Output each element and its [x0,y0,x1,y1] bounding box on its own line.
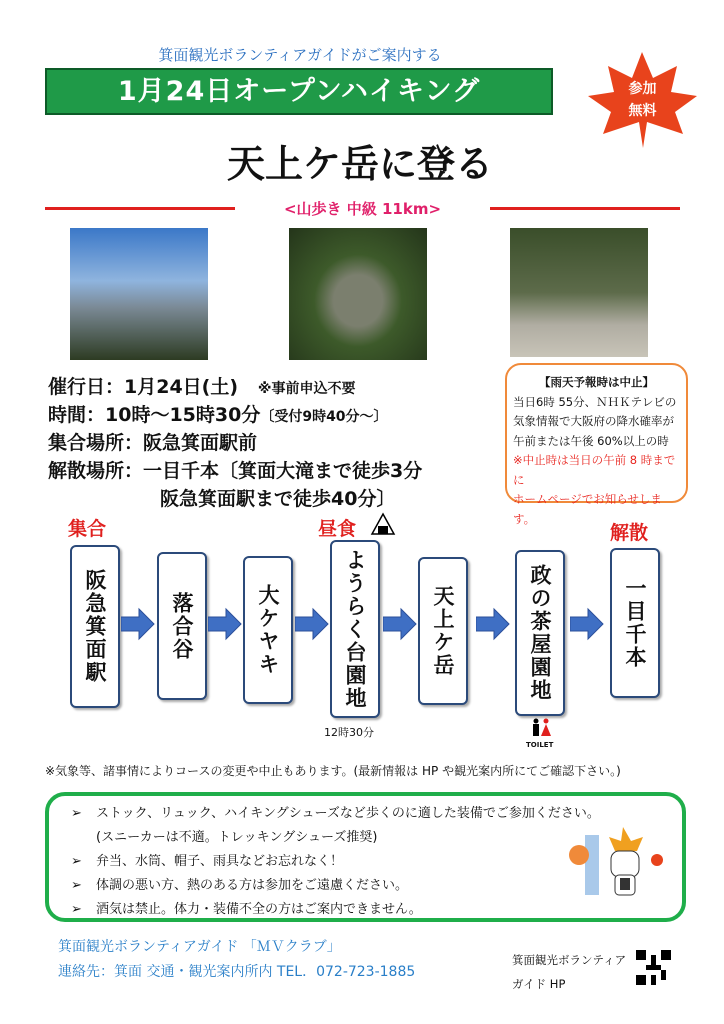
label-start: 集合 [68,518,107,540]
organization-name: 箕面観光ボランティアガイド 「ＭＶクラブ」 [58,939,341,955]
organizer-subtitle: 箕面観光ボランティアガイドがご案内する [158,46,442,64]
rain-notice [505,363,688,526]
onigiri-icon [370,512,396,536]
route-stop: 大ケヤキ [243,556,293,704]
label-lunch: 昼食 [318,518,357,540]
event-banner: 1月24日オープンハイキング [45,68,553,115]
time-note: 〔受付9時40分～〕 [260,409,388,425]
tip-item: (スニーカーは不適。トレッキングシューズ推奨) [96,830,378,845]
hp-label: 箕面観光ボランティア [512,953,627,967]
route-stop: 阪急箕面駅 [70,545,120,708]
dismissal-place-2: 阪急箕面駅まで徒歩40分〕 [160,488,396,510]
arrow-right-icon [121,607,155,641]
meeting-place: 集合場所：阪急箕面駅前 [48,432,258,454]
route-stop: 政の茶屋園地 [515,550,565,716]
mascot-illustration [565,825,665,905]
arrow-right-icon [208,607,242,641]
date-note: ※事前申込不要 [257,381,356,397]
rain-heading: 【雨天予報時は中止】 [539,375,654,389]
rain-line-red: ホームページでお知らせします。 [513,492,662,526]
grade-label: <山歩き 中級 11km> [283,200,442,218]
toilet-label: TOILET [526,741,554,749]
arrow-right-icon [570,607,604,641]
tip-item: ➢ 酒気は禁止。体力・装備不全の方はご案内できません。 [71,902,422,917]
tip-text: 酒気は禁止。体力・装備不全の方はご案内できません。 [96,902,422,917]
rain-line: 当日6時 55分、ＮＨＫテレビの [513,394,677,409]
divider [45,207,235,210]
qr-code[interactable] [636,950,671,985]
rain-line: 午前または午後 60%以上の時 [513,433,669,448]
arrow-right-icon [476,607,510,641]
badge-line: 参加 [628,81,657,97]
rain-line: 気象情報で大阪府の降水確率が [513,414,674,428]
route-stop: ようらく台園地 [330,540,380,718]
tip-item: ➢ 弁当、水筒、帽子、雨具などお忘れなく！ [71,854,344,869]
event-date [48,372,356,399]
label-end: 解散 [610,522,649,544]
tip-text: 体調の悪い方、熱のある方は参加をご遠慮ください。 [96,878,409,893]
route-stop: 落合谷 [157,552,207,700]
time-text: 時間：10時～15時30分 [48,404,261,426]
stone-monument-photo [510,228,648,357]
route-stop: 一目千本 [610,548,660,698]
city-view-photo [70,228,208,360]
divider [490,207,680,210]
statue-photo [289,228,427,360]
arrow-right-icon [295,607,329,641]
event-time [48,400,388,427]
tip-text: ストック、リュック、ハイキングシューズなど歩くのに適した装備でご参加ください。 [96,806,600,821]
route-stop: 天上ケ岳 [418,557,468,705]
lunch-time: 12時30分 [324,726,374,739]
hp-label-2: ガイド HP [512,977,566,991]
contact-info: 連絡先：箕面 交通・観光案内所内 TEL．072-723-1885 [58,964,416,980]
course-change-note: ※気象等、諸事情によりコースの変更や中止もあります。(最新情報は HP や観光案内所にてご確認下さい。) [45,764,621,778]
date-text: 催行日：1月24日(土) [48,376,239,398]
arrow-right-icon [383,607,417,641]
tip-item: ➢ ストック、リュック、ハイキングシューズなど歩くのに適した装備でご参加ください。 [71,806,600,821]
dismissal-place: 解散場所：一目千本〔箕面大滝まで徒歩3分 [48,460,423,482]
tip-item: ➢ 体調の悪い方、熱のある方は参加をご遠慮ください。 [71,878,409,893]
tip-text: 弁当、水筒、帽子、雨具などお忘れなく！ [96,854,344,869]
badge-line: 無料 [628,103,657,119]
free-badge [610,78,675,122]
toilet-icon [529,718,553,740]
page-title: 天上ケ岳に登る [226,142,493,186]
rain-line-red: ※中止時は当日の午前 8 時までに [513,453,676,487]
